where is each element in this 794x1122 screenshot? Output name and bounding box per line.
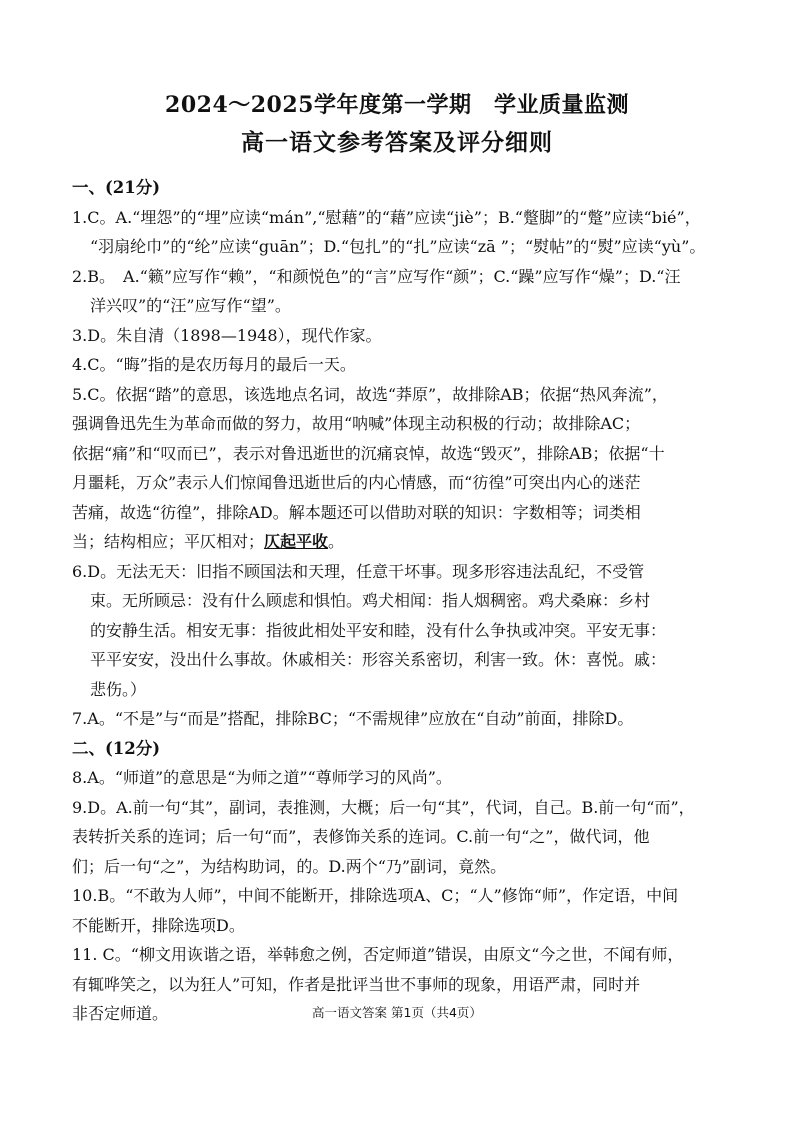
section-1-heading: 一、(21分) bbox=[72, 178, 161, 197]
answer-line: 2.B。 A.“籁”应写作“赖”，“和颜悦色”的“言”应写作“颜”；C.“躁”应写作“燥”；D.“汪 bbox=[72, 266, 681, 286]
answer-line: “羽扇纶巾”的“纶”应读“guān”；D.“包扎”的“扎”应读“zā ”；“熨帖”的“熨”应读“yù”。 bbox=[90, 237, 706, 256]
answer-line: 洋兴叹”的“汪”应写作“望”。 bbox=[90, 296, 291, 315]
answer-text: 当；结构相应；平仄相对； bbox=[72, 532, 265, 551]
page-title-line1: 2024～2025学年度第一学期 学业质量监测 bbox=[165, 92, 629, 118]
answer-item-2 bbox=[72, 262, 732, 321]
answer-line: 11. C。“柳文用诙谐之语，举韩愈之例，否定师道”错误，由原文“今之世，不闻有师， bbox=[72, 945, 684, 964]
answer-line: 的安静生活。相安无事：指彼此相处平安和睦，没有什么争执或冲突。平安无事： bbox=[90, 620, 667, 640]
answer-line: 10.B。“不敢为人师”，中间不能断开，排除选项A、C；“人”修饰“师”，作定语，中间 bbox=[72, 886, 679, 905]
answer-line: 苦痛，故选“彷徨”，排除AD。解本题还可以借助对联的知识：字数相等；词类相 bbox=[72, 502, 641, 522]
section-2-heading: 二、(12分) bbox=[72, 738, 161, 758]
page-footer: 高一语文答案 第1页（共4页） bbox=[312, 1005, 482, 1020]
answer-line: 非否定师道。 bbox=[72, 1004, 169, 1023]
answer-item-7: 7.A。“不是”与“而是”搭配，排除BC；“不需规律”应放在“自动”前面，排除D。 bbox=[72, 709, 634, 728]
answer-line bbox=[72, 527, 732, 557]
answer-line: 6.D。无法无天：旧指不顾国法和天理，任意干坏事。现多形容违法乱纪，不受管 bbox=[72, 561, 645, 581]
answer-line: 强调鲁迅先生为革命而做的努力，故用“呐喊”体现主动积极的行动；故排除AC； bbox=[72, 414, 641, 433]
answer-line: 表转折关系的连词；后一句“而”，表修饰关系的连词。C.前一句“之”，做代词，他 bbox=[72, 827, 650, 846]
answer-line: 9.D。A.前一句“其”，副词，表推测，大概；后一句“其”，代词，自己。B.前一句“而”， bbox=[72, 797, 695, 817]
answer-item-10 bbox=[72, 881, 732, 940]
answer-line: 有辄哗笑之，以为狂人”可知，作者是批评当世不事师的现象，用语严肃，同时并 bbox=[72, 974, 641, 994]
answer-line: 5.C。依据“踏”的意思，该选地点名词，故选“莽原”，故排除AB；依据“热风奔流”， bbox=[72, 384, 668, 404]
answer-line: 束。无所顾忌：没有什么顾虑和惧怕。鸡犬相闻：指人烟稠密。鸡犬桑麻：乡村 bbox=[90, 591, 651, 610]
page-title-line2: 高一语文参考答案及评分细则 bbox=[241, 129, 553, 156]
answer-line: 月噩耗，万众”表示人们惊闻鲁迅逝世后的内心情感，而“彷徨”可突出内心的迷茫 bbox=[72, 473, 641, 492]
answer-line: 平平安安，没出什么事故。休戚相关：形容关系密切，利害一致。休：喜悦。戚： bbox=[90, 650, 667, 669]
answer-item-4: 4.C。“晦”指的是农历每月的最后一天。 bbox=[72, 355, 356, 374]
answer-item-6 bbox=[72, 557, 732, 705]
answer-line: 依据“痛”和“叹而已”，表示对鲁迅逝世的沉痛哀悼，故选“毁灭”，排除AB；依据“十 bbox=[72, 443, 665, 463]
answer-item-9 bbox=[72, 793, 732, 882]
answer-line: 不能断开，排除选项D。 bbox=[72, 915, 245, 935]
answer-text: 。 bbox=[328, 532, 345, 551]
answer-item-1 bbox=[72, 203, 732, 262]
answer-item-3: 3.D。朱自清（1898—1948），现代作家。 bbox=[72, 325, 382, 345]
answer-line: 1.C。A.“埋怨”的“埋”应读“mán”,“慰藉”的“藉”应读“jiè”；B.“蹩脚”的“蹩”应读“bié”， bbox=[72, 207, 701, 227]
answer-content bbox=[72, 173, 732, 1029]
answer-line: 悲伤。） bbox=[90, 679, 147, 699]
underlined-answer: 仄起平收 bbox=[264, 532, 329, 551]
answer-item-5 bbox=[72, 380, 732, 557]
answer-item-8: 8.A。“师道”的意思是“为师之道”“尊师学习的风尚”。 bbox=[72, 768, 452, 787]
answer-line: 们；后一句“之”，为结构助词，的。D.两个“乃”副词，竟然。 bbox=[72, 856, 507, 876]
